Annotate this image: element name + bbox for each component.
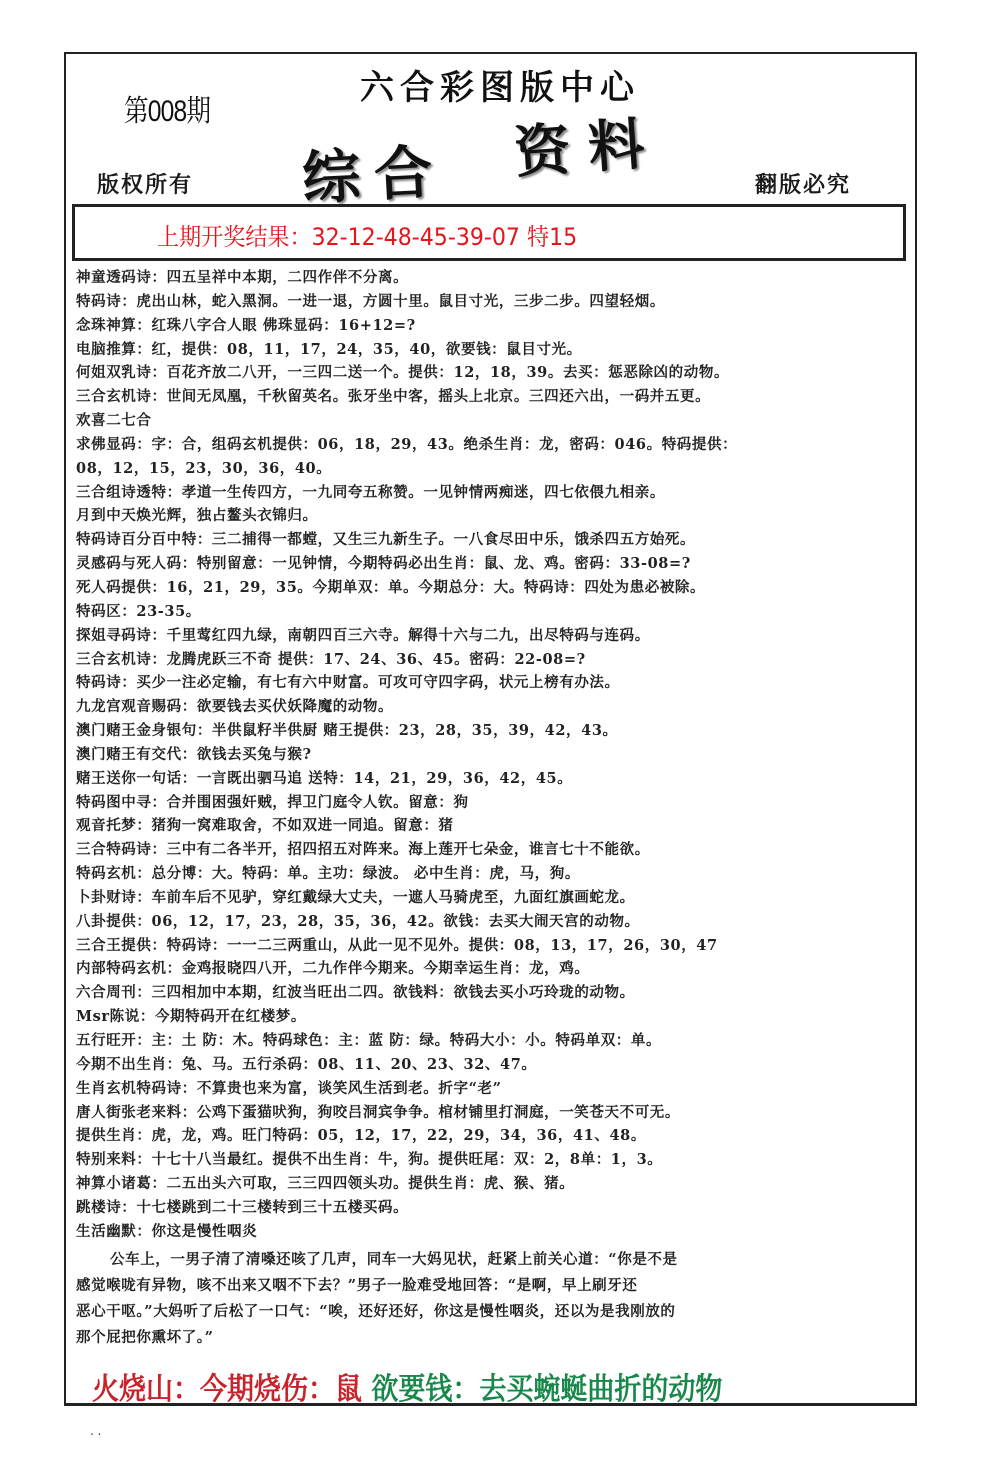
- content-line: [76, 1148, 906, 1172]
- copyright-right: 翻版必究: [755, 172, 852, 198]
- line-colon: ：: [151, 388, 167, 406]
- line-label: 探姐寻码诗: [76, 626, 152, 644]
- line-text: 三二捕得一都螳，又生三九新生子。一八食尽田中乐，饿杀四五方始死。: [211, 531, 696, 549]
- content-line: [76, 957, 906, 981]
- line-colon: ：: [181, 1079, 197, 1097]
- line-colon: ：: [151, 936, 167, 954]
- line-text: 兔、马。五行杀码：08、11、20、23、32、47。: [181, 1055, 537, 1073]
- line-text: 06，12，17，23，28，35，36，42。欲钱：去买大闹天宫的动物。: [151, 912, 640, 930]
- content-line: [76, 504, 906, 528]
- content-line: [76, 695, 906, 719]
- content-line: [76, 457, 906, 481]
- line-label: 电脑推算: [76, 340, 137, 358]
- line-colon: ：: [151, 578, 167, 596]
- line-label: 三合玄机诗: [76, 650, 152, 668]
- line-colon: ：: [151, 793, 167, 811]
- line-label: 今期不出生肖: [76, 1055, 167, 1073]
- line-text: 猪狗一窝难取舍，不如双进一同追。留意：猪: [151, 817, 454, 835]
- line-colon: ：: [151, 841, 167, 859]
- line-colon: ：: [121, 674, 137, 692]
- content-line: [76, 361, 906, 385]
- line-label: 澳门赌王有交代: [76, 745, 182, 763]
- line-text: 三中有二各半开，招四招五对阵来。海上莲开七朵金，谁言七十不能欲。: [166, 841, 650, 859]
- last-result-text: 上期开奖结果：32-12-48-45-39-07 特15: [157, 223, 578, 251]
- content-line: [76, 314, 906, 338]
- story-line: 那个屁把你熏坏了。”: [76, 1329, 214, 1346]
- line-text: 今期特码开在红楼梦。: [154, 1008, 306, 1026]
- line-text: 百花齐放二八开，一三四二送一个。提供：12，18，39。去买：惩恶除凶的动物。: [166, 364, 730, 382]
- line-text: 三四相加中本期，红波当旺出二四。欲钱料：欲钱去买小巧玲珑的动物。: [151, 984, 635, 1002]
- line-text: 欲钱去买兔与猴?: [196, 745, 312, 763]
- line-text: 公鸡下蛋猫吠狗，狗咬吕洞宾争争。棺材铺里打洞庭，一笑苍天不可无。: [196, 1103, 681, 1121]
- content-line: [76, 743, 906, 767]
- line-text: 龙腾虎跃三不奇 提供：17、24、36、45。密码：22-08=?: [166, 650, 586, 668]
- line-label: 八卦提供: [76, 912, 137, 930]
- line-colon: ：: [151, 364, 167, 382]
- line-label: 跳楼诗: [76, 1198, 122, 1216]
- content-line: [76, 648, 906, 672]
- line-label: 灵感码与死人码: [76, 555, 182, 573]
- line-colon: ：: [136, 1127, 152, 1145]
- line-label: 特码区: [76, 602, 122, 620]
- line-text: 车前车后不见驴，穿红戴绿大丈夫，一遮人马骑虎至，九面红旗画蛇龙。: [151, 888, 635, 906]
- line-label: 特别来料: [76, 1151, 137, 1169]
- line-text: 世间无凤凰，千秋留英名。张牙坐中客，摇头上北京。三四还六出，一码并五更。: [166, 388, 711, 406]
- line-text: 二五出头六可取，三三四四领头功。提供生肖：虎、猴、猪。: [166, 1175, 575, 1193]
- line-label: 生活幽默: [76, 1222, 137, 1240]
- big-title-zonghe: 综合: [300, 137, 448, 213]
- line-colon: ：: [166, 1055, 182, 1073]
- content-line: [76, 433, 906, 457]
- content-line: [76, 1077, 906, 1101]
- line-text: 虎，龙，鸡。旺门特码：05，12，17，22，29，34，36，41、48。: [151, 1127, 646, 1145]
- line-label: 特码诗: [76, 292, 122, 310]
- content-line: [76, 481, 906, 505]
- line-label: 澳门赌王金身银句: [76, 722, 197, 740]
- issue-number: 第008期: [124, 95, 211, 128]
- line-label: 三合组诗透特: [76, 483, 167, 501]
- line-colon: ：: [121, 1198, 137, 1216]
- line-label: 三合王提供: [76, 936, 152, 954]
- line-text: 23-35。: [136, 602, 201, 620]
- line-colon: ：: [166, 960, 182, 978]
- content-line: [76, 1029, 906, 1053]
- line-text: 主：土 防：木。特码球色：主：蓝 防：绿。特码大小：小。特码单双：单。: [151, 1032, 662, 1049]
- center-title: 六合彩图版中心: [360, 68, 640, 108]
- line-colon: ：: [196, 531, 212, 549]
- content-line: [76, 290, 906, 314]
- line-label: 特码诗: [76, 674, 122, 692]
- content-line: [76, 409, 906, 433]
- line-text: 08，12，15，23，30，36，40。: [76, 459, 332, 477]
- line-label: 特码玄机: [76, 865, 137, 883]
- content-line: [76, 814, 906, 838]
- last-result-box: [72, 204, 906, 261]
- line-label: Msr陈说: [76, 1008, 140, 1026]
- story-line: 公车上，一男子清了清嗓还咳了几声，同车一大妈见状，赶紧上前关心道：“你是不是: [110, 1251, 678, 1268]
- content-line: [76, 1196, 906, 1220]
- line-colon: ：: [151, 650, 167, 668]
- line-colon: ：: [181, 769, 197, 787]
- line-colon: ：: [136, 912, 152, 930]
- footer-red-text: 火烧山：今期烧伤：鼠: [92, 1372, 362, 1407]
- line-colon: ：: [121, 292, 137, 310]
- content-line: [76, 719, 906, 743]
- story-line: 感觉喉咙有异物，咳不出来又咽不下去？”男子一脸难受地回答：“是啊，早上刷牙还: [76, 1277, 638, 1294]
- content-line: [76, 266, 906, 290]
- copyright-left: 版权所有: [97, 172, 194, 198]
- line-text: 四五呈祥中本期，二四作伴不分离。: [166, 269, 409, 286]
- content-line: [76, 862, 906, 886]
- content-line: [76, 552, 906, 576]
- content-line: [76, 981, 906, 1005]
- line-colon: ：: [136, 865, 152, 883]
- line-label: 九龙宫观音赐码: [76, 698, 182, 716]
- line-text: 总分博：大。特码：单。主功：绿波。 必中生肖：虎，马，狗。: [151, 865, 580, 883]
- content-line: [76, 1172, 906, 1196]
- line-colon: ：: [151, 269, 167, 286]
- line-text: 一言既出驷马追 送特：14，21，29，36，42，45。: [196, 769, 573, 787]
- content-line: [76, 528, 906, 552]
- line-label: 三合特码诗: [76, 841, 152, 859]
- line-colon: ：: [136, 888, 152, 906]
- footer-banner: [92, 1364, 722, 1408]
- line-text: 欲要钱去买伏妖降魔的动物。: [196, 698, 394, 716]
- line-text: 16，21，29，35。今期单双：单。今期总分：大。特码诗：四处为患必被除。: [166, 578, 706, 596]
- line-colon: ：: [136, 817, 152, 835]
- line-text: 特别留意：一见钟情，今期特码必出生肖：鼠、龙、鸡。密码：33-08=?: [196, 555, 691, 573]
- line-text: 字：合，组码玄机提供：06，18，29，43。绝杀生肖：龙，密码：046。特码提供：: [151, 435, 738, 453]
- line-label: 神算小诸葛: [76, 1175, 152, 1193]
- content-line: [76, 1220, 906, 1244]
- line-label: 神童透码诗: [76, 269, 152, 286]
- content-line: [76, 1053, 906, 1077]
- content-lines: [76, 266, 906, 1244]
- big-title-ziliao: 资料: [512, 109, 665, 187]
- line-label: 唐人街张老来料: [76, 1103, 182, 1121]
- line-label: 赌王送你一句话: [76, 769, 182, 787]
- line-label: 提供生肖: [76, 1127, 137, 1145]
- line-text: 你这是慢性咽炎: [151, 1222, 258, 1240]
- line-colon: ：: [151, 626, 167, 644]
- line-text: 虎出山林，蛇入黑洞。一进一退，方圆十里。鼠目寸光，三步二步。四望轻烟。: [136, 292, 665, 310]
- content-line: [76, 934, 906, 958]
- line-colon: ：: [181, 1103, 197, 1121]
- line-colon: ：: [181, 555, 197, 573]
- line-label: 五行旺开: [76, 1032, 137, 1049]
- content-line: [76, 1101, 906, 1125]
- line-label: 三合玄机诗: [76, 388, 152, 406]
- line-colon: ：: [136, 316, 152, 334]
- content-line: [76, 838, 906, 862]
- line-label: 内部特码玄机: [76, 960, 167, 978]
- footer-green-text: 欲要钱：去买蜿蜒曲折的动物: [371, 1372, 723, 1407]
- line-text: 不算贵也来为富，谈笑风生活到老。折字“老”: [196, 1079, 502, 1097]
- line-label: 生肖玄机特码诗: [76, 1079, 182, 1097]
- line-text: 月到中天焕光辉，独占鳌头衣锦归。: [76, 507, 318, 525]
- line-label: 念珠神算: [76, 316, 137, 334]
- line-text: 合并围困强奸贼，捍卫门庭令人钦。留意：狗: [166, 793, 469, 811]
- line-label: 何姐双乳诗: [76, 364, 152, 382]
- line-text: 千里莺红四九绿，南朝四百三六寺。解得十六与二九，出尽特码与连码。: [166, 626, 650, 644]
- content-line: [76, 338, 906, 362]
- line-colon: ：: [166, 483, 182, 501]
- story-line: 恶心干呕。”大妈听了后松了一口气：“唉，还好还好，你这是慢性咽炎，还以为是我刚放的: [76, 1303, 676, 1320]
- line-colon: ：: [136, 1222, 152, 1240]
- line-text: 十七楼跳到二十三楼转到三十五楼买码。: [136, 1198, 409, 1216]
- line-colon: ：: [136, 340, 152, 358]
- line-label: 死人码提供: [76, 578, 152, 596]
- line-colon: ：: [121, 602, 137, 620]
- line-text: 孝道一生传四方，一九同夸五称赞。一见钟情两痴迷，四七依偎九相亲。: [181, 483, 665, 501]
- line-colon: ：: [136, 1151, 152, 1169]
- line-label: 观音托梦: [76, 817, 137, 835]
- line-text: 欢喜二七合: [76, 412, 152, 430]
- line-label: 六合周刊: [76, 984, 137, 1002]
- line-colon: ：: [196, 722, 212, 740]
- line-text: 特码诗：一一二三两重山，从此一见不见外。提供：08，13，17，26，30，47: [166, 936, 718, 954]
- line-text: 半供鼠籽半供厨 赌王提供：23，28，35，39，42，43。: [211, 722, 618, 740]
- content-line: [76, 576, 906, 600]
- content-line: [76, 1124, 906, 1148]
- line-colon: ：: [151, 1175, 167, 1193]
- bottom-mark: . .: [90, 1424, 102, 1438]
- content-line: [76, 910, 906, 934]
- content-line: [76, 886, 906, 910]
- content-line: [76, 385, 906, 409]
- line-colon: ：: [136, 1032, 152, 1049]
- line-colon: ：: [136, 984, 152, 1002]
- content-line: [76, 1005, 906, 1029]
- content-line: [76, 624, 906, 648]
- line-colon: ：: [136, 435, 152, 453]
- content-line: [76, 767, 906, 791]
- line-text: 十七十八当最红。提供不出生肖：牛，狗。提供旺尾：双：2，8单：1，3。: [151, 1151, 663, 1169]
- line-text: 买少一注必定输，有七有六中财富。可攻可守四字码，状元上榜有办法。: [136, 674, 620, 692]
- line-label: 求佛显码: [76, 435, 137, 453]
- line-colon: ：: [181, 745, 197, 763]
- content-line: [76, 671, 906, 695]
- line-label: 特码诗百分百中特: [76, 531, 197, 549]
- line-text: 红，提供：08，11，17，24，35，40，欲要钱：鼠目寸光。: [151, 340, 582, 358]
- line-label: 卜卦财诗: [76, 888, 137, 906]
- line-colon: ：: [181, 698, 197, 716]
- humor-story: [76, 1247, 896, 1351]
- line-colon: ：: [139, 1008, 155, 1026]
- content-line: [76, 600, 906, 624]
- line-text: 金鸡报晓四八开，二九作伴今期来。今期幸运生肖：龙，鸡。: [181, 960, 590, 978]
- content-line: [76, 791, 906, 815]
- line-text: 红珠八字合人眼 佛珠显码：16+12=?: [151, 316, 416, 334]
- line-label: 特码图中寻: [76, 793, 152, 811]
